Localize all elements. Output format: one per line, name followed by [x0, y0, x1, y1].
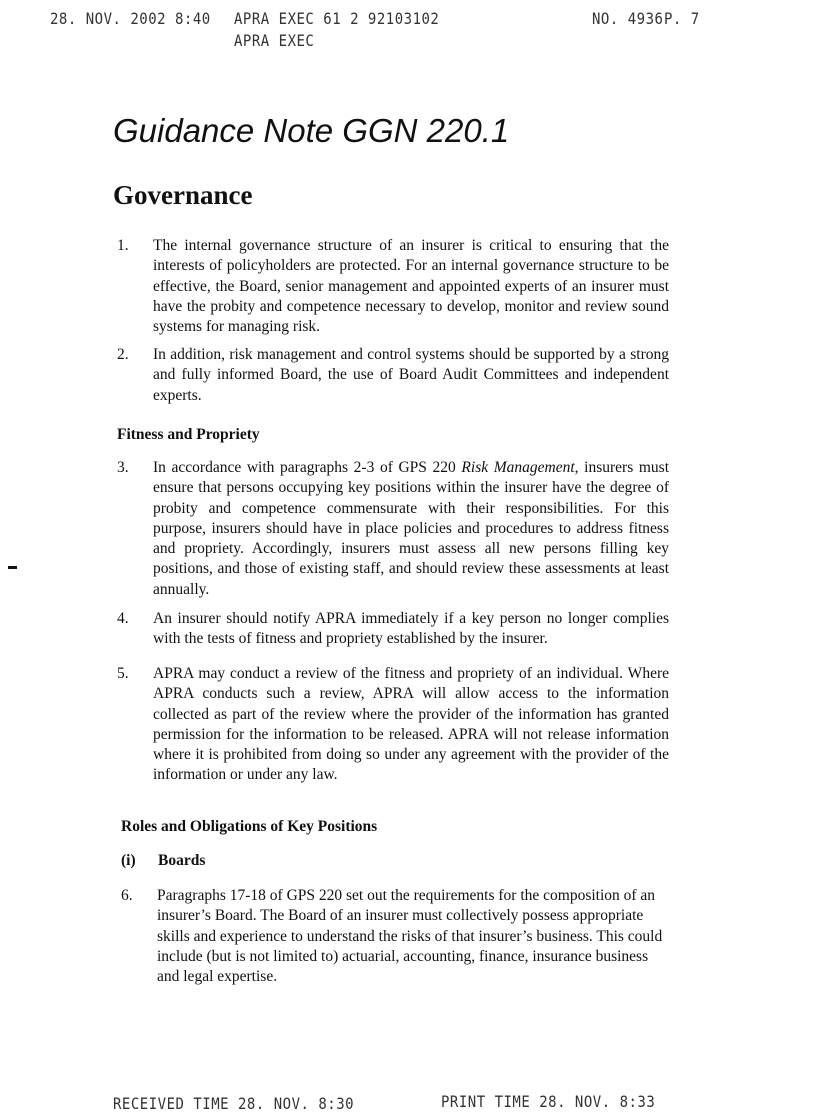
fax-print-time: PRINT TIME 28. NOV. 8:33: [441, 1093, 656, 1112]
paragraph-number: 1.: [117, 237, 129, 254]
paragraph-text: The internal governance structure of an insurer is critical to ensuring that the interests of policyholders are protected. For an internal governance structure to be effective, the Board, senior management and appointed experts of an insurer must have the probity and competence necessary to develop, monitor and review sound systems for managing risk.: [153, 237, 669, 336]
document-title: Guidance Note GGN 220.1: [113, 112, 510, 149]
paragraph-number: 6.: [121, 887, 133, 904]
fax-doc-number: NO. 4936: [592, 10, 664, 29]
paragraph-1: [117, 236, 669, 337]
paragraph-number: 5.: [117, 665, 129, 682]
subheading-number: (i): [121, 852, 136, 869]
paragraph-6: [121, 886, 669, 987]
paragraph-text: An insurer should notify APRA immediately if a key person no longer complies with the tests of fitness and propriety established by the insurer.: [153, 610, 669, 648]
paragraph-text: In addition, risk management and control systems should be supported by a strong and fully informed Board, the use of Board Audit Committees and independent experts.: [153, 346, 669, 404]
subheading-fitness-propriety: Fitness and Propriety: [117, 426, 260, 443]
subheading-roles-obligations: Roles and Obligations of Key Positions: [121, 818, 378, 835]
fax-received-time: RECEIVED TIME 28. NOV. 8:30: [113, 1095, 355, 1114]
paragraph-number: 4.: [117, 610, 129, 627]
paragraph-text: Paragraphs 17-18 of GPS 220 set out the requirements for the composition of an insurer’s Board. The Board of an insurer must collectively possess appropriate skills and experience to understand the risks of that insurer’s business. This could include (but is not limited to) actuarial, accounting, finance, insurance business and legal expertise.: [157, 887, 663, 986]
paragraph-3: [117, 458, 669, 600]
subheading-label: Boards: [158, 852, 206, 869]
paragraph-text-end: , insurers must ensure that persons occupying key positions within the insurer have the degree of probity and competence commensurate with their responsibilities. For this purpose, insurers should have in place policies and procedures to address fitness and propriety. Accordingly, insurers must assess all new persons filling key positions, and those of existing staff, and should review these assessments at least annually.: [153, 459, 669, 598]
subheading-boards: [121, 852, 205, 870]
paragraph-4: [117, 609, 669, 650]
paragraph-text-start: In accordance with paragraphs 2-3 of GPS 220: [153, 459, 462, 476]
paragraph-text: [153, 458, 669, 600]
margin-mark: [8, 566, 17, 569]
fax-page-number: P. 7: [664, 10, 700, 29]
document-reference: Risk Management: [461, 459, 575, 476]
paragraph-text: APRA may conduct a review of the fitness and propriety of an individual. Where APRA conducts such a review, APRA will allow access to the information collected as part of the review where the provider of the information has granted permission for the information to be released. APRA will not release information where it is prohibited from doing so under any agreement with the provider of the information or under any law.: [153, 665, 669, 784]
paragraph-5: [117, 664, 669, 786]
fax-date-time: 28. NOV. 2002 8:40: [50, 10, 211, 29]
fax-sender-line2: APRA EXEC: [234, 32, 315, 51]
paragraph-number: 3.: [117, 459, 129, 476]
section-title: Governance: [113, 180, 253, 210]
paragraph-2: [117, 345, 669, 406]
fax-sender-line1: APRA EXEC 61 2 92103102: [234, 10, 440, 29]
paragraph-number: 2.: [117, 346, 129, 363]
